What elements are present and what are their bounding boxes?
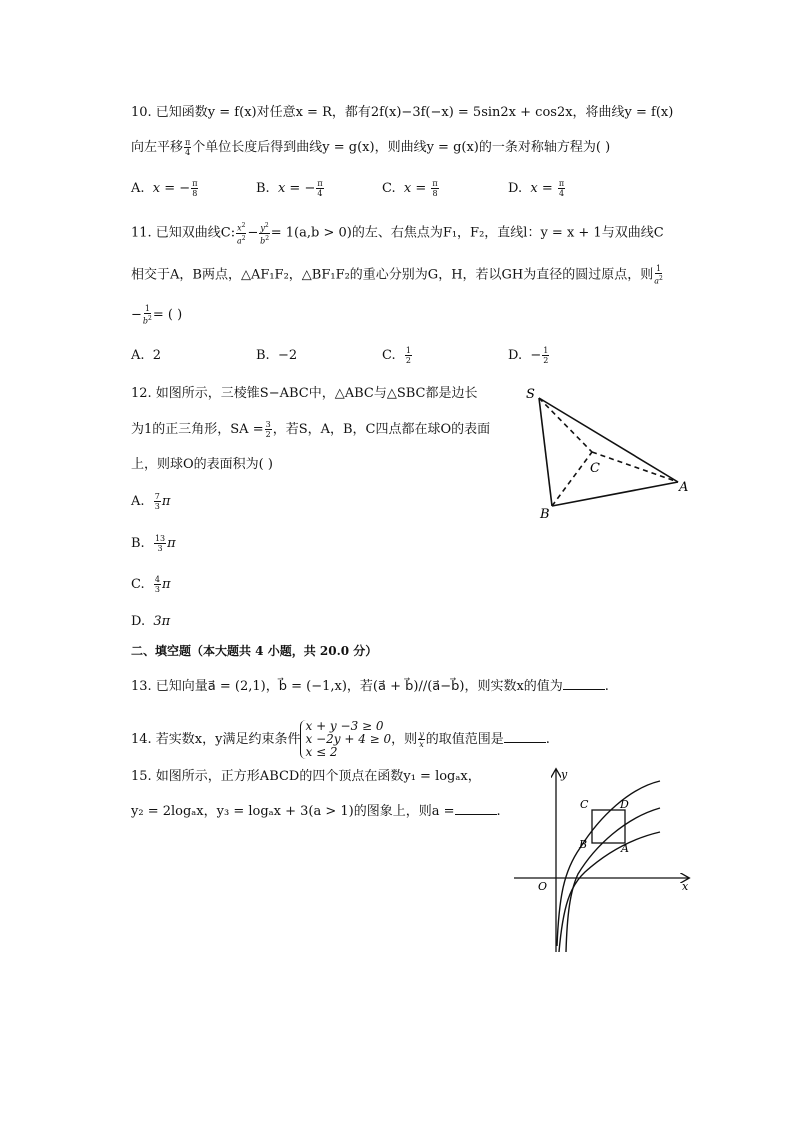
q14-answer-blank[interactable] [504, 728, 546, 743]
q10-option-c[interactable]: C. x = $\frac{\pi}{8}$ [382, 179, 438, 198]
section-title: 二、填空题（本大题共 4 小题，共 20.0 分） [131, 644, 378, 658]
label-b: B [540, 507, 550, 522]
q11-option-b[interactable]: B. −2 [256, 348, 298, 363]
q15-line2: y₂ = 2logₐx，y₃ = logₐx + 3(a > 1)的图象上，则a = . [131, 800, 501, 822]
curve-y1 [566, 808, 660, 952]
q15-line1: 15. 如图所示，正方形ABCD的四个顶点在函数y₁ = logₐx， [131, 769, 481, 784]
q15-log-graph-figure [510, 766, 700, 956]
q11-line3: − $\frac{1}{b^2}$ = ( ) [131, 304, 183, 326]
edge-bc [552, 452, 592, 506]
q13-answer-blank[interactable] [563, 675, 605, 690]
q14-line: 14. 若实数x，y满足约束条件x + y −3 ≥ 0 x −2y + 4 ≥ 0 x ≤ 2，则 $\frac{y}{x}$ 的取值范围是 . [131, 719, 550, 759]
label-c: C [580, 798, 589, 811]
q12-line1: 12. 如图所示，三棱锥S−ABC中，△ABC与△SBC都是边长 [131, 386, 478, 401]
edge-sb [539, 398, 552, 506]
q10-option-a[interactable]: A. x = − $\frac{\pi}{8}$ [131, 179, 198, 198]
q15-answer-blank[interactable] [455, 800, 497, 815]
label-o: O [538, 880, 548, 893]
curve-y2 [559, 832, 660, 952]
q12-option-a[interactable]: A. $\frac{7}{3}$ π [131, 492, 171, 511]
edge-sa [539, 398, 678, 482]
label-x: x [682, 880, 689, 893]
q11-line2: 相交于A，B两点，△AF₁F₂，△BF₁F₂的重心分别为G，H，若以GH为直径的圆过原点，则 $\frac{1}{a^2}$ [131, 264, 663, 286]
label-y: y [561, 768, 568, 781]
q13-line: 13. 已知向量a⃗ = (2,1)，b⃗ = (−1,x)，若(a⃗ + b⃗)//(a⃗−b⃗)，则实数x的值为 . [131, 675, 609, 697]
label-c: C [590, 461, 600, 476]
q14-constraint-system: x + y −3 ≥ 0 x −2y + 4 ≥ 0 x ≤ 2 [300, 720, 391, 759]
q10-fraction: $\frac{\pi}{4}$ [185, 138, 191, 157]
curve-y3 [557, 781, 660, 946]
label-a: A [621, 842, 629, 855]
q10-line2: 向左平移 $\frac{\pi}{4}$ 个单位长度后得到曲线y = g(x)，则曲线y = g(x)的一条对称轴方程为( ) [131, 138, 611, 157]
q10-line1: 10. 已知函数y = f(x)对任意x = R，都有2f(x)−3f(−x) = 5sin2x + cos2x，将曲线y = f(x) [131, 105, 674, 120]
q11-option-c[interactable]: C. $\frac{1}{2}$ [382, 346, 411, 365]
edge-ba [552, 482, 678, 506]
q11-line1: 11. 已知双曲线C: $\frac{x^2}{a^2}$ − $\frac{y^2}{b^2}$ = 1(a,b > 0)的左、右焦点为F₁，F₂，直线l：y = x + 1与双曲线C [131, 222, 664, 246]
label-d: D [620, 798, 629, 811]
q12-option-d[interactable]: D. 3π [131, 614, 171, 629]
q10-option-d[interactable]: D. x = $\frac{\pi}{4}$ [508, 179, 565, 198]
q12-option-b[interactable]: B. $\frac{13}{3}$ π [131, 534, 176, 553]
q12-line2: 为1的正三角形，SA = $\frac{3}{2}$ ，若S，A，B，C四点都在球O的表面 [131, 420, 491, 439]
q11-option-a[interactable]: A. 2 [131, 348, 162, 363]
label-a: A [679, 480, 689, 495]
label-s: S [526, 387, 535, 402]
q11-option-d[interactable]: D. − $\frac{1}{2}$ [508, 346, 549, 365]
q12-option-c[interactable]: C. $\frac{4}{3}$ π [131, 575, 171, 594]
q12-pyramid-figure [520, 384, 700, 524]
label-b: B [579, 838, 588, 851]
q10-option-b[interactable]: B. x = − $\frac{\pi}{4}$ [256, 179, 323, 198]
q12-line3: 上，则球O的表面积为( ) [131, 457, 273, 472]
